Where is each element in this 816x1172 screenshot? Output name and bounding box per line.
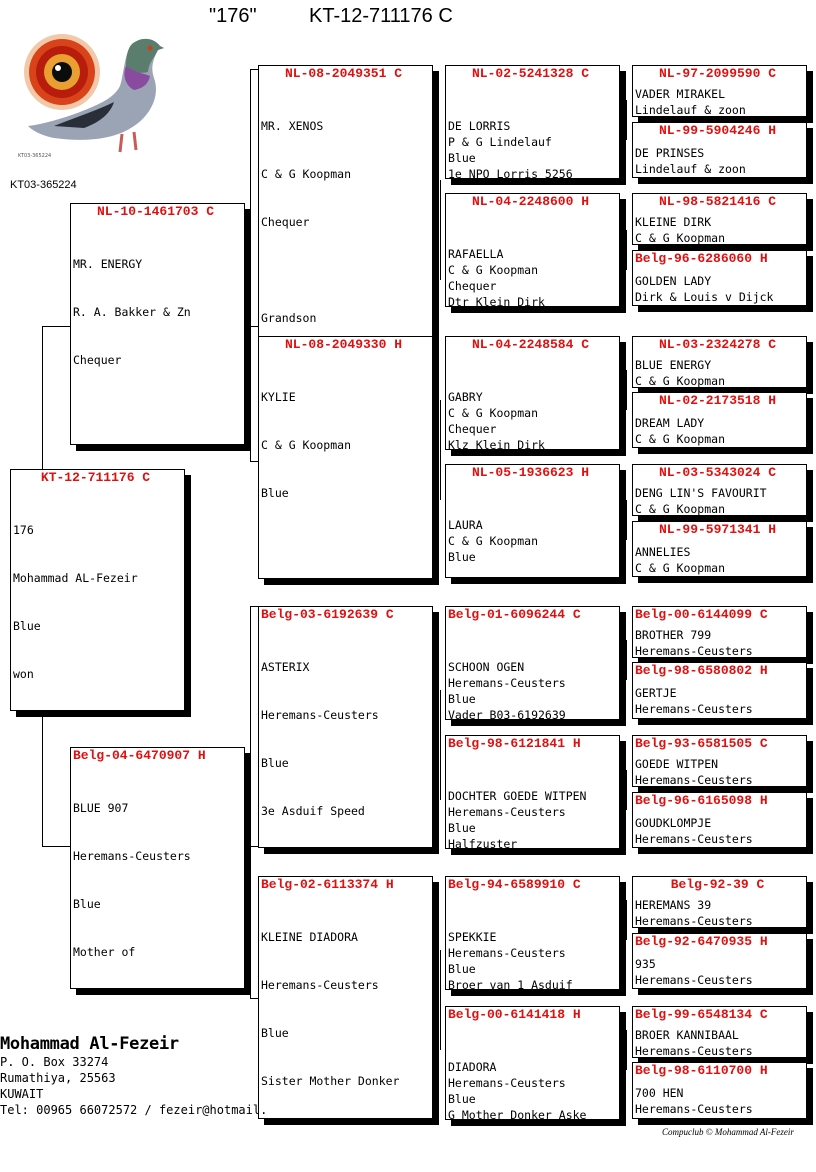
sdd-card [445,464,620,578]
ring-number: NL-98-5821416 C [658,194,777,209]
pigeon-photo [14,14,174,164]
connector-line [626,230,627,270]
pigeon-eye-icon [24,34,100,110]
bird-details: BLUE 907 Heremans-Ceusters Blue Mother of [73,801,191,959]
connector-line [626,1030,627,1070]
ddd-card [445,1006,620,1120]
ring-number: Belg-99-6548134 C [635,1007,768,1022]
ring-number: Belg-98-6580802 H [635,663,768,678]
dam-card [70,747,245,989]
connector-line [440,400,441,500]
connector-line [250,69,251,462]
g4-card: Belg-00-6144099 C BROTHER 799 Heremans-Ceusters [632,606,807,658]
ring-number: NL-03-5343024 C [658,465,777,480]
connector-line [42,711,43,847]
sire-card [70,203,245,445]
photo-caption: KT03-365224 [10,179,77,191]
footer-credit: Compuclub © Mohammad Al-Fezeir [662,1127,794,1137]
ring-number: Belg-96-6286060 H [635,251,768,266]
g4-card: Belg-96-6165098 H GOUDKLOMPJE Heremans-Ceusters [632,792,807,848]
connector-line [626,770,627,810]
subject-bird-card [10,469,185,711]
sire-dam-card [258,336,433,579]
connector-line [42,326,70,327]
bird-details: GABRY C & G Koopman Chequer Klz Klein Dirk [448,390,545,450]
sds-card [445,336,620,450]
dss-card [445,606,620,720]
ring-number: Belg-03-6192639 C [261,607,394,622]
connector-line [250,326,258,327]
g4-card: NL-03-5343024 C DENG LIN'S FAVOURIT C & G Koopman [632,464,807,516]
ring-number: Belg-00-6141418 H [448,1007,581,1022]
connector-line [42,846,70,847]
ring-number: NL-99-5971341 H [658,522,777,537]
ring-number: Belg-00-6144099 C [635,607,768,622]
ring-number: NL-02-2173518 H [658,393,777,408]
dds-card [445,876,620,990]
g4-card: NL-97-2099590 C VADER MIRAKEL Lindelauf & zoon [632,65,807,117]
ring-number: Belg-92-6470935 H [635,934,768,949]
g4-card: Belg-98-6110700 H 700 HEN Heremans-Ceusters [632,1062,807,1119]
ring-number: Belg-02-6113374 H [261,877,394,892]
ring-number: Belg-98-6110700 H [635,1063,768,1078]
ring-number: NL-08-2049351 C [284,66,403,81]
pedigree-title: "176" [209,5,257,27]
ring-number: NL-03-2324278 C [658,337,777,352]
connector-line [250,69,258,70]
bird-details: MR. ENERGY R. A. Bakker & Zn Chequer [73,257,191,367]
sss-card [445,65,620,179]
dam-sire-card [258,606,433,848]
ring-number: NL-04-2248600 H [471,194,590,209]
bird-details: 176 Mohammad AL-Fezeir Blue won [13,523,138,681]
g4-card: NL-02-2173518 H DREAM LADY C & G Koopman [632,392,807,448]
ring-number: NL-05-1936623 H [471,465,590,480]
g4-card: Belg-99-6548134 C BROER KANNIBAAL Heremans-Ceusters [632,1006,807,1058]
connector-line [440,180,441,280]
ring-number: NL-10-1461703 C [96,204,215,219]
dsd-card [445,735,620,849]
bird-details: LAURA C & G Koopman Blue [448,518,539,564]
ring-number: Belg-94-6589910 C [448,877,581,892]
bird-details: SPEKKIE Heremans-Ceusters Blue Broer van 1 Asduif [448,930,573,990]
connector-line [250,461,258,462]
connector-line [626,100,627,140]
owner-info [0,1034,267,1118]
bird-details: DE LORRIS P & G Lindelauf Blue 1e NPO Lorris 5256 [448,119,573,179]
g4-card: NL-98-5821416 C KLEINE DIRK C & G Koopman [632,193,807,245]
connector-line [250,998,258,999]
ring-number: NL-02-5241328 C [471,66,590,81]
connector-line [250,606,258,607]
bird-details: DIADORA Heremans-Ceusters Blue G Mother Donker Aske [448,1060,587,1120]
connector-line [626,500,627,540]
connector-line [626,900,627,940]
g4-card: Belg-98-6580802 H GERTJE Heremans-Ceusters [632,662,807,719]
connector-line [250,606,251,999]
connector-line [626,370,627,410]
bird-details: SCHOON OGEN Heremans-Ceusters Blue Vader B03-6192639 [448,660,566,720]
owner-line: KUWAIT [0,1087,44,1101]
bird-details: DOCHTER GOEDE WITPEN Heremans-Ceusters Blue Halfzuster [448,789,587,849]
connector-line [440,950,441,1050]
bird-details: KLEINE DIADORA Heremans-Ceusters Blue Sister Mother Donker [261,930,400,1088]
ring-number: Belg-96-6165098 H [635,793,768,808]
ring-number: Belg-04-6470907 H [73,748,206,763]
bird-details: MR. XENOS C & G Koopman Chequer Grandson [261,119,352,325]
owner-line: Rumathiya, 25563 [0,1071,116,1085]
ring-number: NL-99-5904246 H [658,123,777,138]
bird-details: ASTERIX Heremans-Ceusters Blue 3e Asduif Speed [261,660,379,818]
ring-number: Belg-01-6096244 C [448,607,581,622]
g4-card: Belg-93-6581505 C GOEDE WITPEN Heremans-Ceusters [632,735,807,787]
g4-card: NL-99-5971341 H ANNELIES C & G Koopman [632,521,807,577]
g4-card: NL-99-5904246 H DE PRINSES Lindelauf & zoon [632,122,807,178]
ssd-card [445,193,620,307]
g4-card: Belg-96-6286060 H GOLDEN LADY Dirk & Louis v Dijck [632,250,807,306]
ring-number: Belg-92-39 C [670,877,765,892]
bird-details: KYLIE C & G Koopman Blue [261,390,352,500]
dam-dam-card [258,876,433,1119]
ring-number: NL-04-2248584 C [471,337,590,352]
pedigree-ring-number: KT-12-711176 C [309,5,453,27]
connector-line [626,640,627,680]
g4-card: NL-03-2324278 C BLUE ENERGY C & G Koopman [632,336,807,388]
owner-name: Mohammad Al-Fezeir [0,1034,179,1054]
bird-details: RAFAELLA C & G Koopman Chequer Dtr Klein Dirk [448,247,545,307]
connector-line [244,846,258,847]
connector-line [42,326,43,470]
ring-number: Belg-98-6121841 H [448,736,581,751]
ring-number: Belg-93-6581505 C [635,736,768,751]
g4-card: Belg-92-39 C HEREMANS 39 Heremans-Ceusters [632,876,807,928]
owner-line: P. O. Box 33274 [0,1055,109,1069]
ring-number: NL-97-2099590 C [658,66,777,81]
owner-contact: Tel: 00965 66072572 / fezeir@hotmail. [0,1103,268,1117]
g4-card: Belg-92-6470935 H 935 Heremans-Ceusters [632,933,807,989]
ring-number: KT-12-711176 C [40,470,151,485]
connector-line [440,690,441,800]
photo-watermark: KT03-365224 [18,153,52,159]
ring-number: NL-08-2049330 H [284,337,403,352]
